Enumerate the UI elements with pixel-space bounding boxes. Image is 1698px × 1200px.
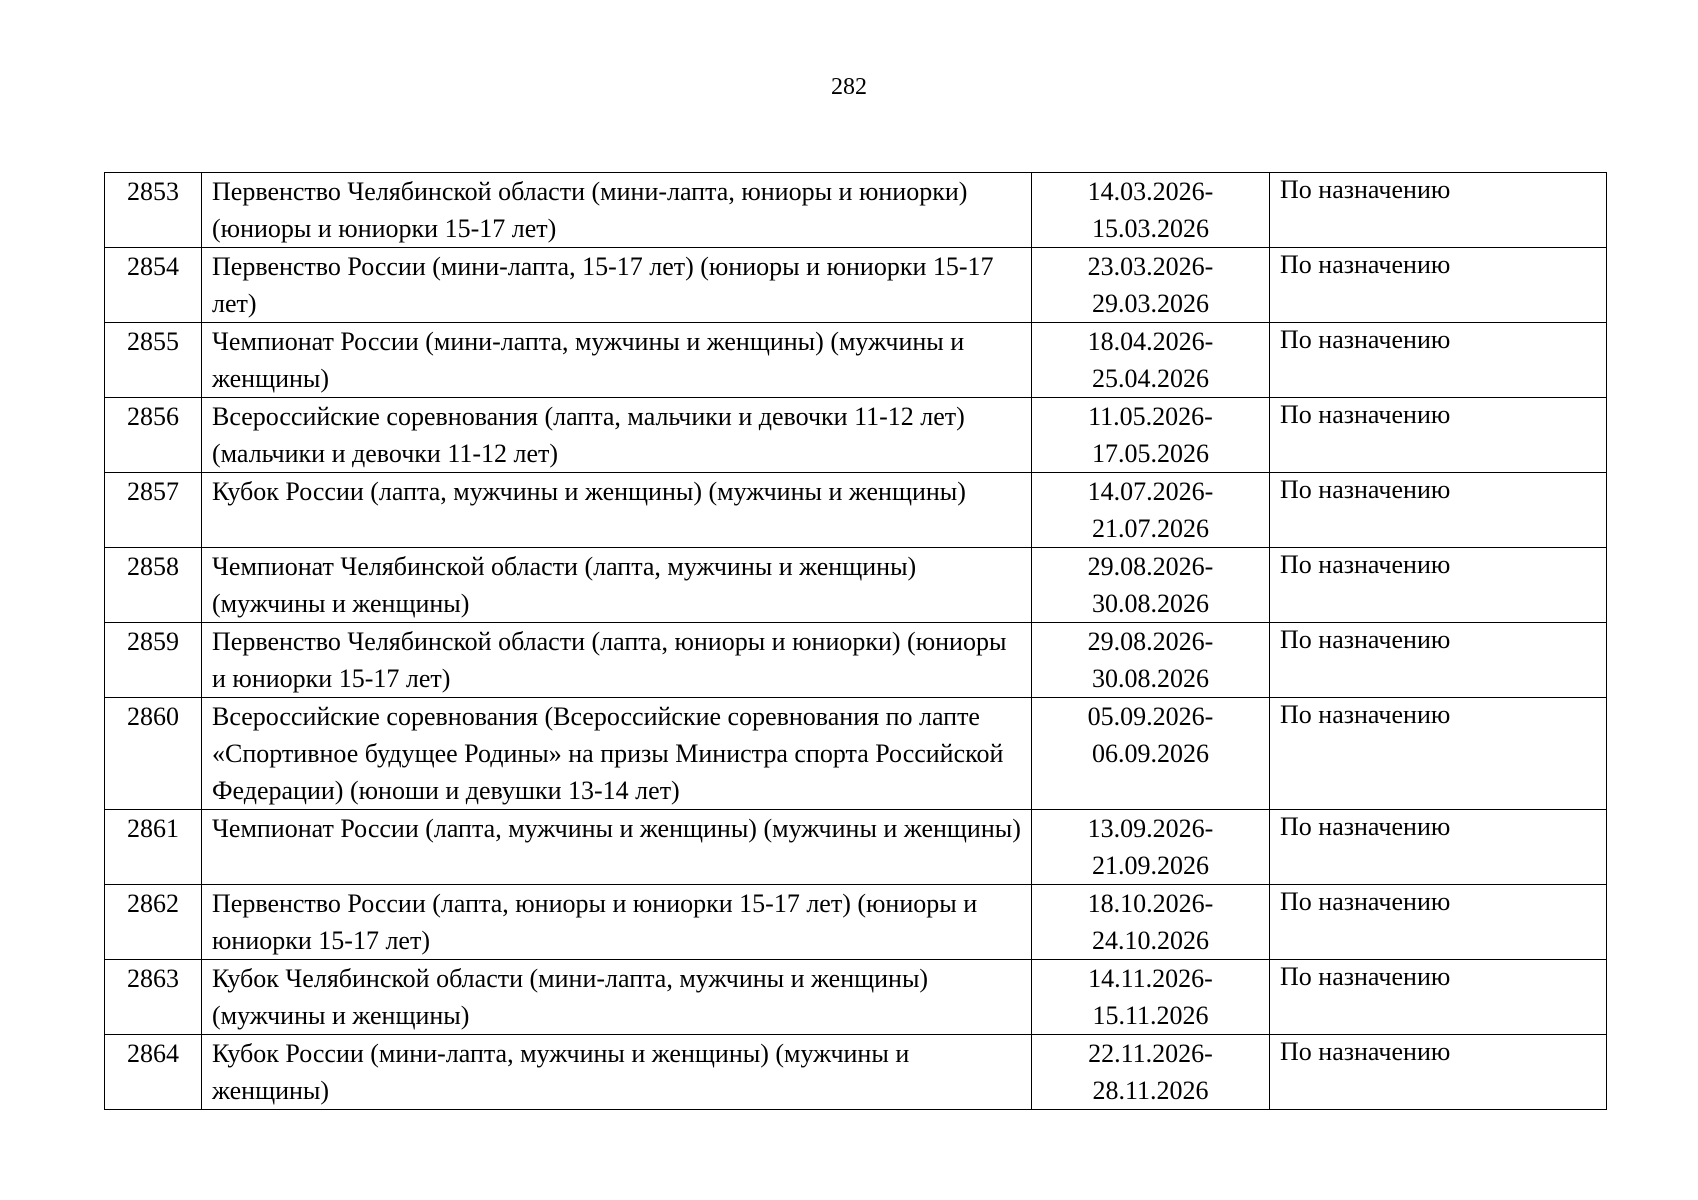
date-end: 30.08.2026 <box>1092 589 1209 618</box>
event-dates <box>1032 960 1270 1035</box>
event-place: По назначению <box>1270 1035 1607 1110</box>
event-place: По назначению <box>1270 248 1607 323</box>
event-name: Первенство Челябинской области (лапта, юниоры и юниорки) (юниоры и юниорки 15-17 лет) <box>202 623 1032 698</box>
date-start: 05.09.2026- <box>1087 702 1214 731</box>
row-number: 2859 <box>105 623 202 698</box>
event-dates <box>1032 1035 1270 1110</box>
event-dates <box>1032 885 1270 960</box>
event-place: По назначению <box>1270 398 1607 473</box>
table-row <box>105 473 1607 548</box>
event-name: Кубок Челябинской области (мини-лапта, мужчины и женщины) (мужчины и женщины) <box>202 960 1032 1035</box>
row-number: 2862 <box>105 885 202 960</box>
table-row <box>105 623 1607 698</box>
date-end: 30.08.2026 <box>1092 664 1209 693</box>
date-start: 11.05.2026- <box>1088 402 1213 431</box>
date-start: 22.11.2026- <box>1088 1039 1213 1068</box>
table-row <box>105 1035 1607 1110</box>
date-end: 25.04.2026 <box>1092 364 1209 393</box>
date-start: 18.10.2026- <box>1087 889 1214 918</box>
event-dates <box>1032 623 1270 698</box>
event-place: По назначению <box>1270 473 1607 548</box>
event-name: Всероссийские соревнования (Всероссийские соревнования по лапте «Спортивное будущее Родины» на призы Министра спорта Российской Федерации) (юноши и девушки 13-14 лет) <box>202 698 1032 810</box>
date-start: 23.03.2026- <box>1087 252 1214 281</box>
row-number: 2854 <box>105 248 202 323</box>
date-start: 13.09.2026- <box>1087 814 1214 843</box>
date-start: 14.07.2026- <box>1087 477 1214 506</box>
event-name: Первенство Челябинской области (мини-лапта, юниоры и юниорки) (юниоры и юниорки 15-17 лет) <box>202 173 1032 248</box>
row-number: 2864 <box>105 1035 202 1110</box>
row-number: 2853 <box>105 173 202 248</box>
event-dates <box>1032 173 1270 248</box>
row-number: 2858 <box>105 548 202 623</box>
date-start: 29.08.2026- <box>1087 627 1214 656</box>
event-dates <box>1032 473 1270 548</box>
event-place: По назначению <box>1270 623 1607 698</box>
event-dates <box>1032 398 1270 473</box>
date-end: 29.03.2026 <box>1092 289 1209 318</box>
events-table <box>104 172 1607 1110</box>
date-end: 28.11.2026 <box>1092 1076 1209 1105</box>
date-start: 18.04.2026- <box>1087 327 1214 356</box>
table-row <box>105 960 1607 1035</box>
event-place: По назначению <box>1270 960 1607 1035</box>
event-name: Всероссийские соревнования (лапта, мальчики и девочки 11-12 лет) (мальчики и девочки 11-12 лет) <box>202 398 1032 473</box>
row-number: 2861 <box>105 810 202 885</box>
event-dates <box>1032 548 1270 623</box>
date-end: 06.09.2026 <box>1092 739 1209 768</box>
date-start: 29.08.2026- <box>1087 552 1214 581</box>
event-place: По назначению <box>1270 698 1607 810</box>
page-number: 282 <box>831 74 867 100</box>
date-end: 21.07.2026 <box>1092 514 1209 543</box>
event-dates <box>1032 323 1270 398</box>
row-number: 2860 <box>105 698 202 810</box>
table-row <box>105 323 1607 398</box>
event-place: По назначению <box>1270 810 1607 885</box>
row-number: 2856 <box>105 398 202 473</box>
event-place: По назначению <box>1270 885 1607 960</box>
event-place: По назначению <box>1270 173 1607 248</box>
event-dates <box>1032 698 1270 810</box>
event-place: По назначению <box>1270 323 1607 398</box>
event-name: Первенство России (мини-лапта, 15-17 лет) (юниоры и юниорки 15-17 лет) <box>202 248 1032 323</box>
table-row <box>105 810 1607 885</box>
event-name: Первенство России (лапта, юниоры и юниорки 15-17 лет) (юниоры и юниорки 15-17 лет) <box>202 885 1032 960</box>
date-start: 14.11.2026- <box>1088 964 1213 993</box>
row-number: 2855 <box>105 323 202 398</box>
row-number: 2857 <box>105 473 202 548</box>
date-end: 24.10.2026 <box>1092 926 1209 955</box>
table-row <box>105 248 1607 323</box>
event-name: Кубок России (лапта, мужчины и женщины) (мужчины и женщины) <box>202 473 1032 548</box>
date-start: 14.03.2026- <box>1087 177 1214 206</box>
row-number: 2863 <box>105 960 202 1035</box>
table-row <box>105 698 1607 810</box>
table-row <box>105 548 1607 623</box>
event-dates <box>1032 810 1270 885</box>
event-place: По назначению <box>1270 548 1607 623</box>
table-row <box>105 885 1607 960</box>
date-end: 17.05.2026 <box>1092 439 1209 468</box>
date-end: 15.11.2026 <box>1092 1001 1209 1030</box>
event-dates <box>1032 248 1270 323</box>
event-name: Кубок России (мини-лапта, мужчины и женщины) (мужчины и женщины) <box>202 1035 1032 1110</box>
event-name: Чемпионат Челябинской области (лапта, мужчины и женщины) (мужчины и женщины) <box>202 548 1032 623</box>
table-row <box>105 398 1607 473</box>
date-end: 21.09.2026 <box>1092 851 1209 880</box>
event-name: Чемпионат России (мини-лапта, мужчины и женщины) (мужчины и женщины) <box>202 323 1032 398</box>
table-row <box>105 173 1607 248</box>
event-name: Чемпионат России (лапта, мужчины и женщины) (мужчины и женщины) <box>202 810 1032 885</box>
date-end: 15.03.2026 <box>1092 214 1209 243</box>
